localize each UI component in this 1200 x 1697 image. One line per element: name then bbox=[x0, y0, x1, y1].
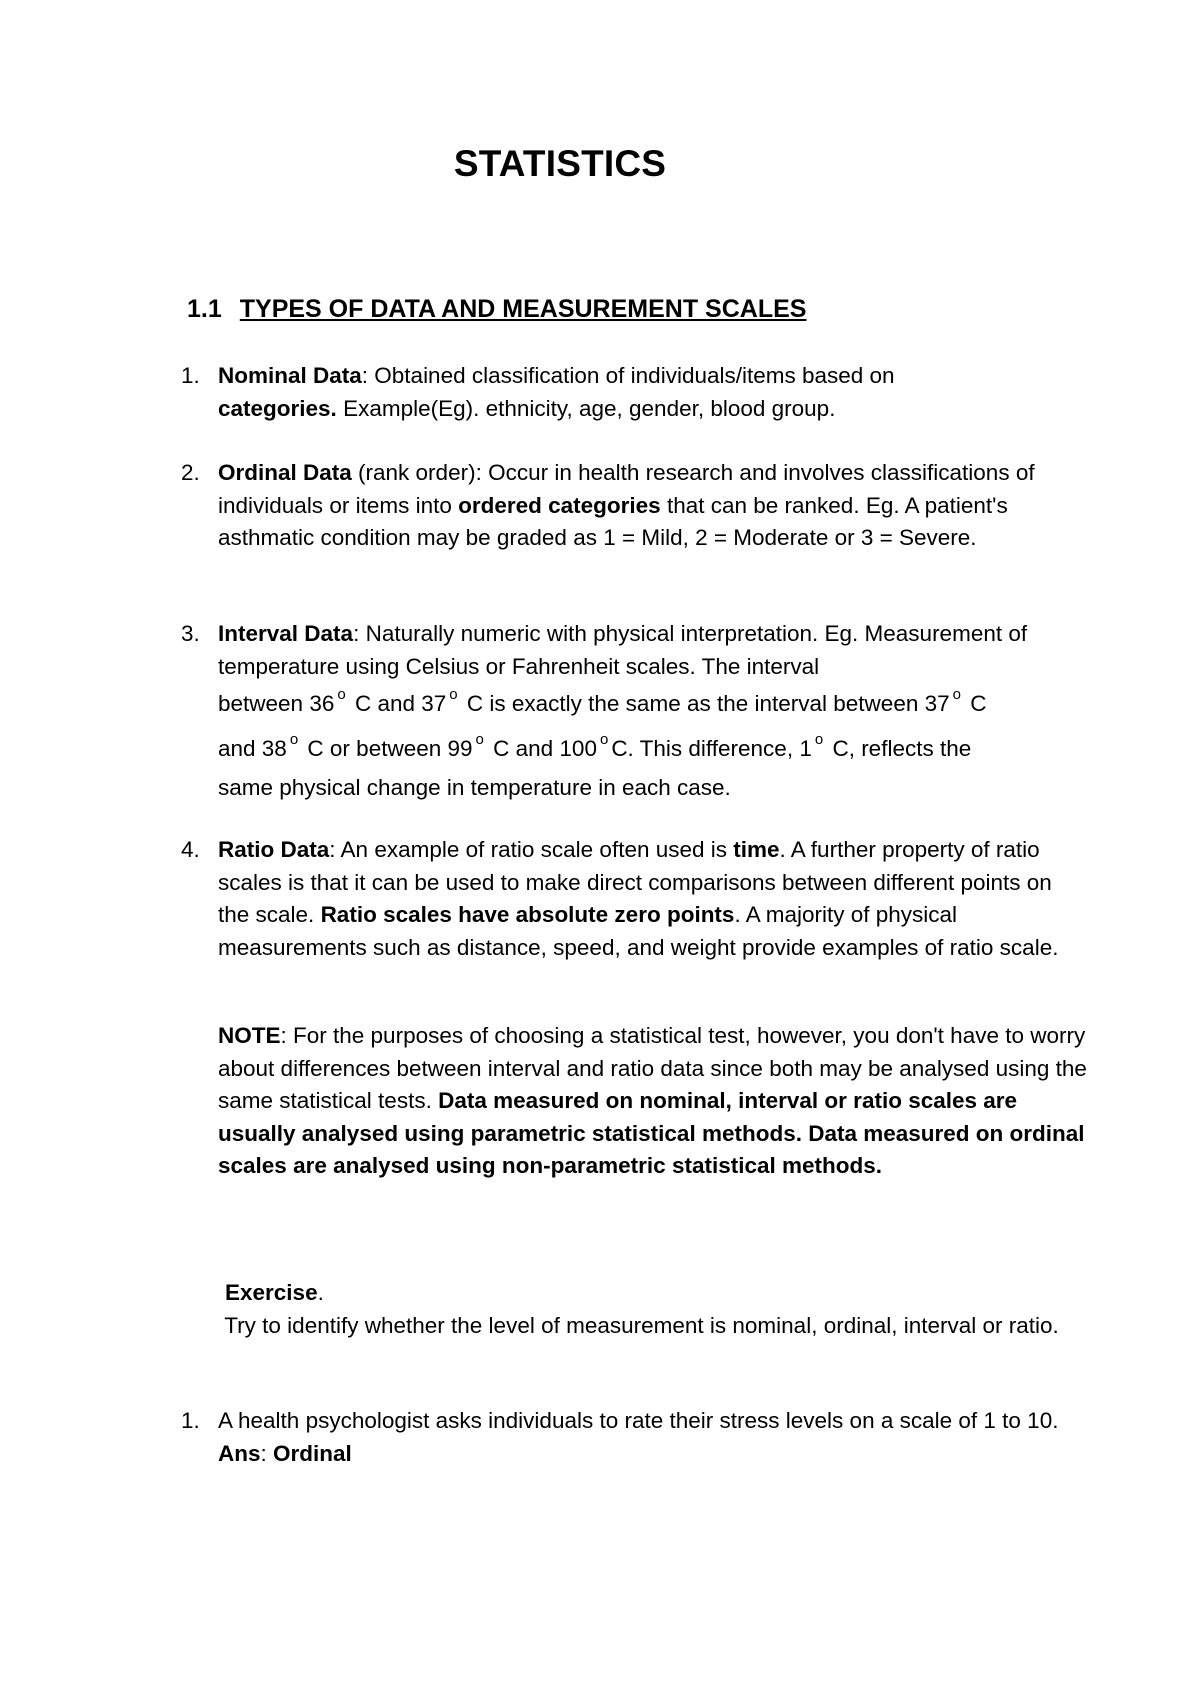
term-ordinal: Ordinal Data bbox=[218, 460, 352, 485]
interval-temperature-lines: between 36 $^o$ C and 37 $^o$ C is exactly the same as the interval between 37 $^o$ C and 38 $^o$ C or between 99 $^o$ C and 100 $^o$ C. This difference, 1 $^o$ C, reflects the bbox=[218, 686, 987, 761]
bold-time: time bbox=[733, 837, 780, 862]
bold-ordered-categories: ordered categories bbox=[458, 492, 661, 518]
exercise-block: Exercise. Try to identify whether the level of measurement is nominal, ordinal, interval or ratio. bbox=[218, 1277, 1088, 1342]
nominal-text: Nominal Data: Obtained classification of individuals/items based on categories. Example(Eg). ethnicity, age, gender, blood group. bbox=[218, 363, 895, 421]
answer-line: Ans: Ordinal bbox=[218, 1440, 352, 1466]
question-item bbox=[181, 1405, 1088, 1470]
section-number: 1.1 bbox=[187, 295, 222, 323]
question-text: A health psychologist asks individuals to rate their stress levels on a scale of 1 to 10. bbox=[218, 1408, 1059, 1433]
ratio-text: Ratio Data: An example of ratio scale often used is time. A further property of ratio scales is that it can be used to make direct comparisons between different points on the scale. Ratio scales have absolute zero points. A majority of physical measurements such as distance, speed, and weight provide examples of ratio scale. bbox=[218, 837, 1059, 960]
section-heading bbox=[187, 295, 806, 324]
term-interval: Interval Data bbox=[218, 621, 354, 646]
answer-value: Ordinal bbox=[273, 1440, 352, 1466]
list-marker: 2. bbox=[181, 460, 200, 485]
list-item-ratio bbox=[181, 834, 1088, 964]
section-heading-text: TYPES OF DATA AND MEASUREMENT SCALES bbox=[239, 295, 807, 323]
list-marker: 1. bbox=[181, 1408, 200, 1433]
bold-categories: categories. bbox=[218, 395, 337, 421]
list-marker: 1. bbox=[181, 363, 200, 388]
answer-label: Ans bbox=[218, 1440, 261, 1466]
exercise-instruction: Try to identify whether the level of measurement is nominal, ordinal, interval or ratio. bbox=[224, 1312, 1059, 1338]
note-text: : For the purposes of choosing a statistical test, however, you don't have to worry about differences between interval and ratio data since both may be analysed using the same statistical tests. bbox=[218, 1023, 1087, 1113]
ordinal-text: Ordinal Data (rank order): Occur in health research and involves classifications of individuals or items into ordered categories that can be ranked. Eg. A patient's asthmatic condition may be graded as 1 = Mild, 2 = Moderate or 3 = Severe. bbox=[218, 460, 1035, 550]
term-ratio: Ratio Data bbox=[218, 837, 330, 862]
note-paragraph bbox=[218, 1020, 1088, 1183]
list-item-ordinal bbox=[181, 457, 1088, 555]
list-marker: 3. bbox=[181, 621, 200, 646]
interval-closing-line: same physical change in temperature in each case. bbox=[218, 775, 731, 800]
bold-absolute-zero: Ratio scales have absolute zero points bbox=[320, 902, 735, 927]
note-label: NOTE bbox=[218, 1023, 281, 1048]
list-item-interval bbox=[181, 618, 1088, 805]
interval-text: Interval Data: Naturally numeric with physical interpretation. Eg. Measurement of temperature using Celsius or Fahrenheit scales. The interval bbox=[218, 621, 1028, 679]
term-nominal: Nominal Data bbox=[218, 363, 362, 388]
list-item-nominal bbox=[181, 360, 1088, 425]
page-title: STATISTICS bbox=[453, 143, 667, 184]
list-marker: 4. bbox=[181, 837, 200, 862]
exercise-label: Exercise bbox=[225, 1280, 318, 1305]
note-bold-text: Data measured on nominal, interval or ratio scales are usually analysed using parametric statistical methods. Data measured on ordinal scales are analysed using non-parametric statistical methods. bbox=[218, 1088, 1085, 1178]
